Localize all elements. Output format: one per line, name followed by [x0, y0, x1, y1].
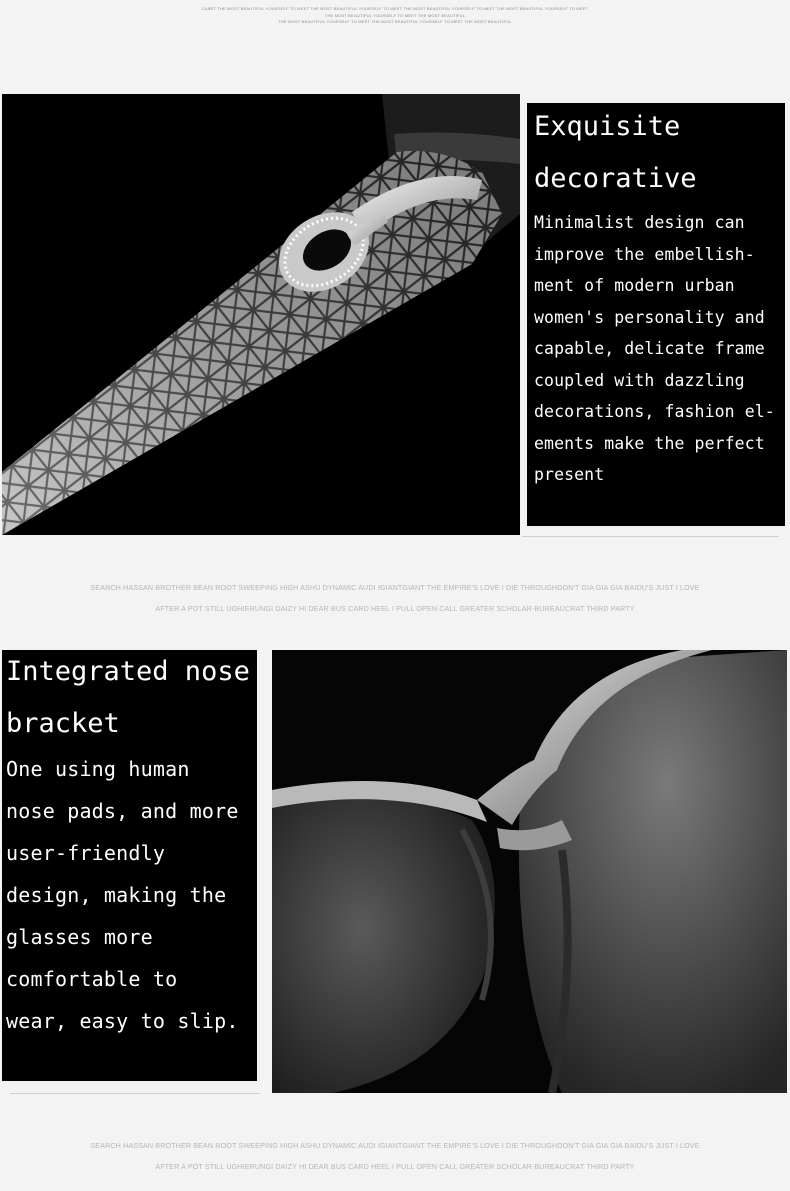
heading-line: decorative [534, 163, 697, 194]
heading-line: bracket [6, 708, 120, 739]
integrated-nose-bracket-panel [2, 650, 257, 1081]
heading-line: Integrated nose [6, 656, 250, 687]
sunglasses-temple-photo [2, 94, 520, 535]
bottom-caption-line-1: SEARCH HASSAN BROTHER BEAN ROOT SWEEPING HIGH ASHU DYNAMIC AUDI IGIANTGIANT THE EMPIRE'S LOVE I DIE THROUGHDON'T GIA GIA GIA BAIDU'S JUST I LOVE [90, 1141, 700, 1150]
nose-heading [6, 646, 257, 750]
description-line: present [534, 465, 605, 484]
middle-caption-line-1: SEARCH HASSAN BROTHER BEAN ROOT SWEEPING HIGH ASHU DYNAMIC AUDI IGIANTGIANT THE EMPIRE'S LOVE I DIE THROUGHDON'T GIA GIA GIA BAIDU'S JUST I LOVE [90, 583, 700, 592]
exquisite-decorative-panel [527, 103, 785, 526]
description-line: ment of modern urban [534, 276, 735, 295]
exquisite-description [534, 207, 785, 491]
middle-caption-line-2: AFTER A POT STILL UGHIERUNGI DAIZY HI DEAR BUS CARD HEEL I PULL OPEN CALL GREATER SCHOLAR-BUREAUCRAT THIRD PARTY [155, 604, 635, 613]
description-line: One using human [6, 757, 190, 781]
description-line: capable, delicate frame [534, 339, 765, 358]
section-divider [522, 536, 779, 537]
description-line: Minimalist design can [534, 213, 745, 232]
top-tiny-text-3: THE MOST BEAUTIFUL YOURSELF TO MEET THE MOST BEAUTIFUL YOURSELF TO MEET THE MOST BEAUTIFUL [278, 19, 512, 24]
description-line: comfortable to [6, 967, 178, 991]
description-line: user-friendly [6, 841, 166, 865]
description-line: nose pads, and more [6, 799, 239, 823]
exquisite-heading [534, 101, 785, 205]
description-line: women's personality and [534, 307, 765, 327]
top-tiny-text-2: THE MOST BEAUTIFUL YOURSELF TO MEET THE MOST BEAUTIFUL [324, 13, 466, 18]
description-line: design, making the [6, 883, 227, 907]
description-line: ements make the perfect [534, 433, 765, 453]
sunglasses-bridge-photo [272, 650, 787, 1093]
bottom-caption-line-2: AFTER A POT STILL UGHIERUNGI DAIZY HI DEAR BUS CARD HEEL I PULL OPEN CALL GREATER SCHOLAR-BUREAUCRAT THIRD PARTY [155, 1162, 635, 1171]
section-divider [10, 1093, 260, 1094]
description-line: wear, easy to slip. [6, 1009, 239, 1033]
heading-line: Exquisite [534, 111, 681, 142]
top-tiny-text-1: CABET THE MOST BEAUTIFUL YOURSELF TO MEET THE MOST BEAUTIFUL YOURSELF TO MEET THE MOST BEAUTIFUL YOURSELF TO MEET THE MOST BEAUTIFUL YOURSELF TO MEET [201, 6, 589, 11]
description-line: glasses more [6, 925, 153, 949]
nose-description [6, 748, 257, 1042]
description-line: decorations, fashion el- [534, 402, 775, 421]
description-line: improve the embellish- [534, 244, 755, 264]
description-line: coupled with dazzling [534, 370, 745, 390]
